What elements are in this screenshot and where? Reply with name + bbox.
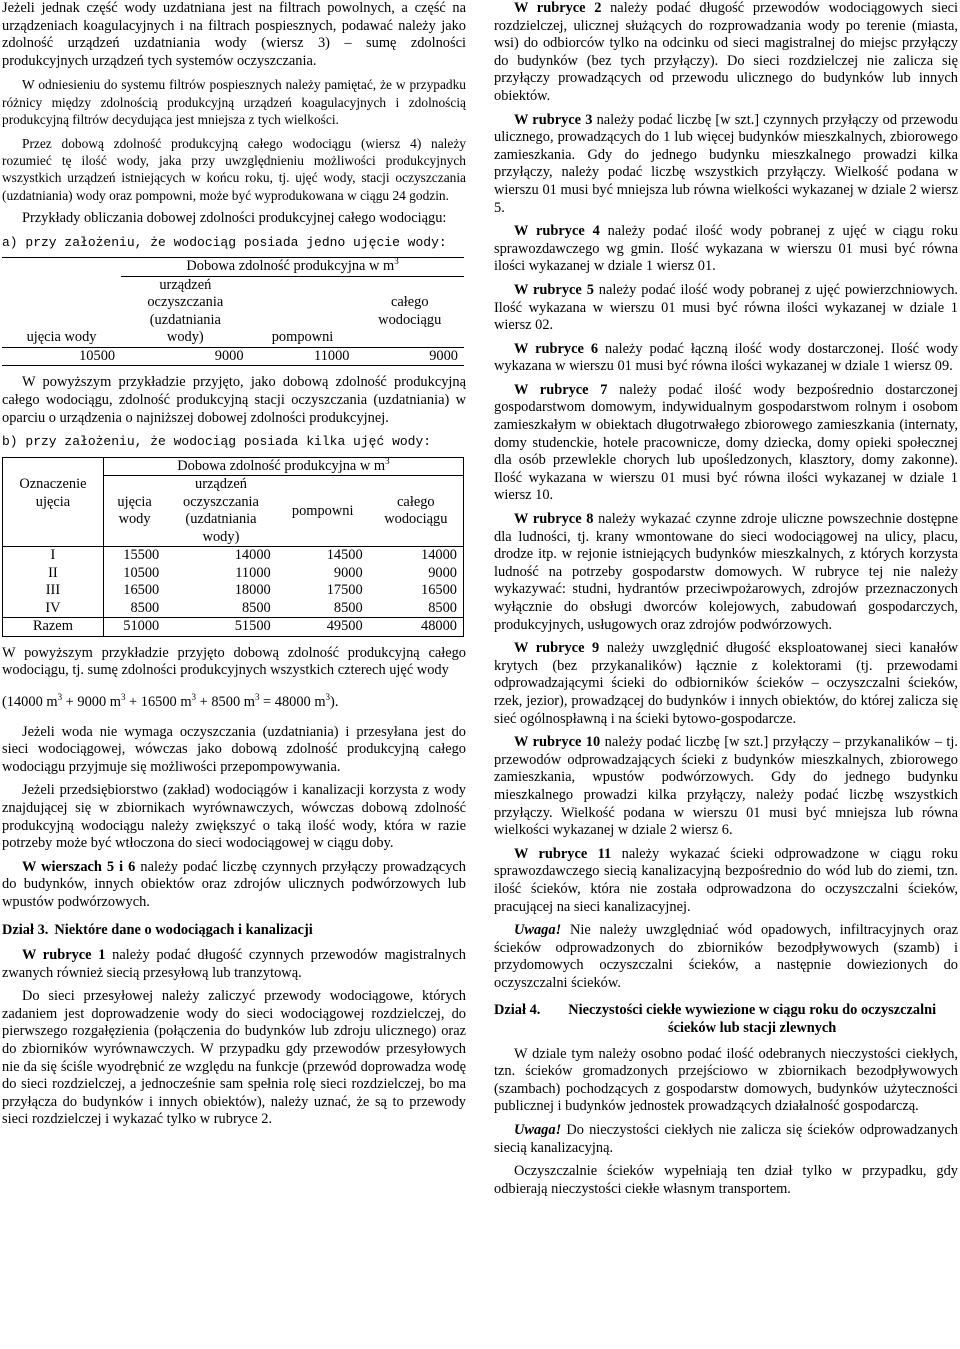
table-row: [2, 347, 464, 366]
table1-col-whole-l2: wodociągu: [378, 311, 442, 328]
table1-cell: 10500: [2, 347, 121, 366]
paragraph-warning-2: Uwaga! Do nieczystości ciekłych nie zalicza się ścieków odprowadzanych siecią kanalizacyjną.: [494, 1122, 958, 1156]
paragraph-case-b: b) przy założeniu, że wodociąg posiada kilka ujęć wody:: [2, 434, 432, 450]
paragraph-column-7: W rubryce 7 należy podać ilość wody bezpośrednio dostarczonej gospodarstwom domowym, indywidualnym gospodarstwom rolnym i osobom zamieszkałym w obiektach długotrwałego zbiorowego zamieszkania (internaty, domy studenckie, hotele pracownicze, domy dziecka, domy opieki społecznej dla osób przewlekle chorych lub upośledzonych, klasztory, domy zakonne). Ilość wykazana w wierszu 01 musi być równa ilości wykazanej w dziale 1 wiersz 10.: [494, 381, 958, 504]
right-column: [494, 0, 958, 1204]
table2-cell: 48000: [369, 618, 464, 637]
table2-cell: 15500: [103, 547, 165, 565]
table2-col-id: Oznaczenie ujęcia: [3, 476, 104, 512]
table2-row-label: IV: [3, 600, 104, 618]
table2-cell: 8500: [130, 599, 160, 616]
section-3-label: Dział 3.: [2, 921, 49, 938]
formula-sum: (14000 $m^3 + 9000$ $m^3 + 16500$ $m^3 + 8500$ $m^3 = 48000$ $m^3$).: [2, 692, 339, 710]
table2-cell: 18000: [234, 582, 271, 599]
section-3-title: [2, 922, 466, 940]
table2-cell: 16500: [123, 582, 160, 599]
section-4-text: Nieczystości ciekłe wywiezione w ciągu roku do oczyszczalni ścieków lub stacji zlewnych: [568, 1002, 937, 1037]
paragraph-rapid-filters: W odniesieniu do systemu filtrów pospiesznych należy pamiętać, że w przypadku różnicy między zdolnością produkcyjną urządzeń koagulacyjnych i zdolnością produkcyjną filtrów decydująca jest mniejsza z tych wielkości.: [2, 77, 466, 128]
table2-row-label: II: [3, 565, 104, 583]
paragraph-column-8: W rubryce 8 należy wykazać czynne zdroje uliczne powszechnie dostępne dla ludności, tj. krany wmontowane do sieci wodociągowej na ulicy, placu, drodze itp. w rejonie istniejących budynków mieszkalnych, z których korzysta ludność na potrzeby gospodarstw domowych. W rubryce tej nie należy wykazywać: studni, hydrantów przeciwpożarowych, zdrojów przeznaczonych wyłącznie do obsługi dworców kolejowych, zabudowań gospodarczych, produkcyjnych, usługowych oraz zdrojów podwórzowych.: [494, 511, 958, 633]
table1-col-treatment-l1: urządzeń: [159, 276, 212, 293]
table1-col-pumping: pompowni: [271, 329, 334, 346]
table2-cell: 9000: [333, 564, 363, 581]
section-4-label: Dział 4.: [494, 1002, 541, 1019]
table1-col-treatment-l3: (uzdatniania: [149, 311, 221, 328]
table1-col-treatment-l2: oczyszczania: [147, 294, 224, 311]
table1-cell: 11000: [250, 347, 356, 366]
table2-cell: 8500: [333, 599, 363, 616]
paragraph-daily-capacity-definition: Przez dobową zdolność produkcyjną całego wodociągu (wiersz 4) należy rozumieć tę ilość wody, jaka przy uwzględnieniu możliwości produkcyjnych wszystkich urządzeń istniejących w końcu roku, tj. ujęć wody, stacji oczyszczania (uzdatniania) wody oraz pompowni, może być wyprodukowana w ciągu 24 godzin.: [2, 135, 466, 203]
left-column: [2, 0, 466, 1135]
table2-cell: 8500: [241, 599, 271, 616]
paragraph-column-5: W rubryce 5 należy podać ilość wody pobranej z ujęć powierzchniowych. Ilość wykazana w wierszu 01 musi być równa ilości wykazanej w dziale 1 wiersz 02.: [494, 281, 958, 334]
table2-total-label: Razem: [3, 618, 104, 637]
table-row-total: [3, 618, 464, 637]
paragraph-examples-intro: Przykłady obliczania dobowej zdolności produkcyjnej całego wodociągu:: [22, 210, 447, 227]
table-row: [3, 600, 464, 618]
table1-col-treatment-l4: wody): [166, 329, 204, 346]
table2-cell: 49500: [277, 618, 369, 637]
table1-cell: 9000: [356, 347, 465, 366]
table2-cell: 14000: [165, 547, 276, 565]
table2-cell: 8500: [428, 599, 457, 616]
table-row: [3, 547, 464, 565]
table2-cell: 16500: [421, 582, 457, 599]
table1-cell: 9000: [121, 347, 249, 366]
section-3-text: Niektóre dane o wodociągach i kanalizacji: [54, 921, 313, 938]
table2-row-label: I: [3, 547, 104, 565]
table2-col-whole: całego wodociągu: [384, 493, 448, 528]
table2-col-treatment-l4: wody): [202, 528, 240, 545]
paragraph-column-10: W rubryce 10 należy podać liczbę [w szt.] przyłączy – przykanalików – tj. przewodów odprowadzających ścieki z budynków mieszkalnych, zbiorowego zamieszkania, wpustów podwórzowych. Gdy do jednego budynku mieszkalnego prowadzi kilka przyłączy, należy podać liczbę wszystkich przyłączy. Wielkość podana w wierszu 01 musi być mniejsza lub równa wielkości wykazanej w dziale 2 wiersz 6.: [494, 734, 958, 839]
table-row: [3, 582, 464, 600]
paragraph-warning-1: Uwaga! Nie należy uwzględniać wód opadowych, infiltracyjnych oraz ścieków odprowadzonych do zbiorników bezodpływowych (szamb) i przydomowych oczyszczalni ścieków, a następnie dowiezionych do oczyszczalni ścieków.: [494, 922, 958, 991]
table1-col-whole-l1: całego: [390, 294, 429, 311]
table1-header-top: Dobowa zdolność produkcyjna w $m^3$: [121, 258, 464, 277]
paragraph-treatment-plants: Oczyszczalnie ścieków wypełniają ten dział tylko w przypadku, gdy odbierają nieczystości ciekłe własnym transportem.: [494, 1163, 958, 1197]
paragraph-liquid-waste: W dziale tym należy osobno podać ilość odebranych nieczystości ciekłych, tzn. ścieków gromadzonych przejściowo w zbiornikach bezodpływowych (szambach) pochodzących z gospodarstw domowych, budynków użyteczności publicznej i budynków jednostek prowadzących działalność gospodarczą.: [494, 1045, 958, 1115]
table2-col-pumping: pompowni: [291, 502, 354, 519]
paragraph-example-b-explanation: W powyższym przykładzie przyjęto dobową zdolność produkcyjną całego wodociągu, tj. sumę zdolności produkcyjnych wszystkich czterech ujęć wody: [2, 644, 466, 679]
paragraph-column-6: W rubryce 6 należy podać łączną ilość wody dostarczonej. Ilość wody wykazana w wierszu 01 musi być równa ilości wykazanej w dziale 1 wiersz 09.: [494, 340, 958, 375]
table2-cell: 11000: [235, 564, 271, 581]
paragraph-column-2: W rubryce 2 należy podać długość przewodów wodociągowych sieci rozdzielczej, ulicznej służących do rozprowadzania wody po terenie (miasta, wsi) do odbiorców tylko na odcinku od sieci magistralnej do miejsc przyłączy do budynków (bez tych przyłączy). Do sieci rozdzielczej nie zalicza się przyłączy prowadzących od przewodu ulicznego do budynków lub innych obiektów.: [494, 0, 958, 104]
table1-col-intake: ujęcia wody: [26, 329, 97, 346]
table2-header-top: Dobowa zdolność produkcyjna w $m^3$: [103, 457, 463, 476]
paragraph-no-treatment: Jeżeli woda nie wymaga oczyszczania (uzdatniania) i przesyłana jest do sieci wodociągowej, wówczas jako dobową zdolność produkcyjną całego wodociągu przyjmuje się możliwości przepompowywania.: [2, 723, 466, 775]
table2-cell: 51500: [165, 618, 276, 637]
paragraph-column-4: W rubryce 4 należy podać ilość wody pobranej z ujęć w ciągu roku sprawozdawczego wg gmin. Ilość wykazana w wierszu 01 musi być równa ilości wykazanej w dziale 1 wiersz 01.: [494, 223, 958, 275]
table2-cell: 14500: [277, 547, 369, 565]
table2-cell: 10500: [123, 564, 160, 581]
table2-cell: 51000: [103, 618, 165, 637]
table2-col-treatment-l3: (uzdatniania: [185, 511, 257, 528]
paragraph-equalizing-tanks: Jeżeli przedsiębiorstwo (zakład) wodociągów i kanalizacji korzysta z wody znajdującej się w zbiornikach wyrównawczych, wówczas dobową zdolność produkcyjną wodociągu należy zwiększyć o taką ilość wody, która w razie potrzeby może być wtłoczona do sieci wodociągowej w ciągu doby.: [2, 782, 466, 852]
paragraph-example-a-explanation: W powyższym przykładzie przyjęto, jako dobową zdolność produkcyjną całego wodociągu, zdolność produkcyjną stacji oczyszczania (uzdatniania) w oparciu o urządzenia o najniższej dobowej zdolności produkcyjnej.: [2, 374, 466, 426]
paragraph-column-3: W rubryce 3 należy podać liczbę [w szt.] czynnych przyłączy od przewodu ulicznego, prowadzących do 1 lub więcej budynków mieszkalnych, zbiorowego zamieszkania. Gdy do jednego budynku mieszkalnego prowadzi kilka przyłączy, należy podać liczbę wszystkich przyłączy. Wielkość podana w wierszu 01 musi być mniejsza lub równa wielkości wykazanej w dziale 2 wiersz 5.: [494, 111, 958, 216]
table2-col-intake: ujęcia wody: [117, 493, 152, 528]
table-row: [3, 565, 464, 583]
paragraph-column-11: W rubryce 11 należy wykazać ścieki odprowadzone w ciągu roku sprawozdawczego siecią kanalizacyjną bezpośrednio do wód lub do ziemi, tzn. ilość ścieków, która nie została odprowadzona do oczyszczalni ścieków, pracującej na sieci kanalizacyjnej.: [494, 845, 958, 915]
table2-cell: 17500: [326, 582, 363, 599]
table2-cell: 9000: [428, 564, 457, 581]
paragraph-rows-5-6: W wierszach 5 i 6 należy podać liczbę czynnych przyłączy prowadzących do budynków, innych obiektów oraz zdrojów ulicznych podwórzowych lub wpustów podwórzowych.: [2, 858, 466, 910]
table2-row-label: III: [3, 582, 104, 600]
table2-col-treatment-l2: oczyszczania: [183, 493, 259, 510]
paragraph-transmission-network: Do sieci przesyłowej należy zaliczyć przewody wodociągowe, których zadaniem jest doprowadzenie wody do sieci wodociągowej rozdzielczej, do pierwszego rozgałęzienia (połączenia do budynków lub zdroju ulicznego) oraz do zbiorników wyrównawczych. W przypadku gdy przewodów przesyłowych nie da się ściśle wyodrębnić ze względu na funkcje (przewód doprowadza wodę do sieci rozdzielczej, a jednocześnie sam spełnia rolę sieci rozdzielczej, bo ma przyłącza do budynków i innych obiektów), należy uznać, że są to przewody sieci rozdzielczej i wykazać tylko w rubryce 2.: [2, 988, 466, 1128]
paragraph-case-a: a) przy założeniu, że wodociąg posiada jedno ujęcie wody:: [2, 234, 447, 250]
table-single-intake: [2, 257, 464, 366]
paragraph-water-treatment-mixed: Jeżeli jednak część wody uzdatniana jest na filtrach powolnych, a część na urządzeniach koagulacyjnych i na filtrach pospiesznych, podawać należy jako zdolność urządzeń uzdatniania wody (wiersz 3) – sumę zdolności produkcyjnych urządzeń tych systemów oczyszczania.: [2, 0, 466, 69]
paragraph-column-1: W rubryce 1 należy podać długość czynnych przewodów magistralnych zwanych również siecią przesyłową lub tranzytową.: [2, 947, 466, 981]
table2-cell: 14000: [369, 547, 464, 565]
table-multiple-intakes: [2, 457, 464, 637]
section-4-title: [494, 1002, 958, 1037]
paragraph-column-9: W rubryce 9 należy uwzględnić długość eksploatowanej sieci kanałów krytych (bez przykanalików) łącznie z kolektorami (tj. przewodami odprowadzającymi ścieki do odbiorników ścieków – oczyszczalni ścieków, rzek, jezior), prowadzącej do budynków i innych obiektów, do której zalicza się sieć ogólnospławną i na ścieki bytowo-gospodarcze.: [494, 640, 958, 727]
table2-col-treatment-l1: urządzeń: [195, 476, 247, 493]
